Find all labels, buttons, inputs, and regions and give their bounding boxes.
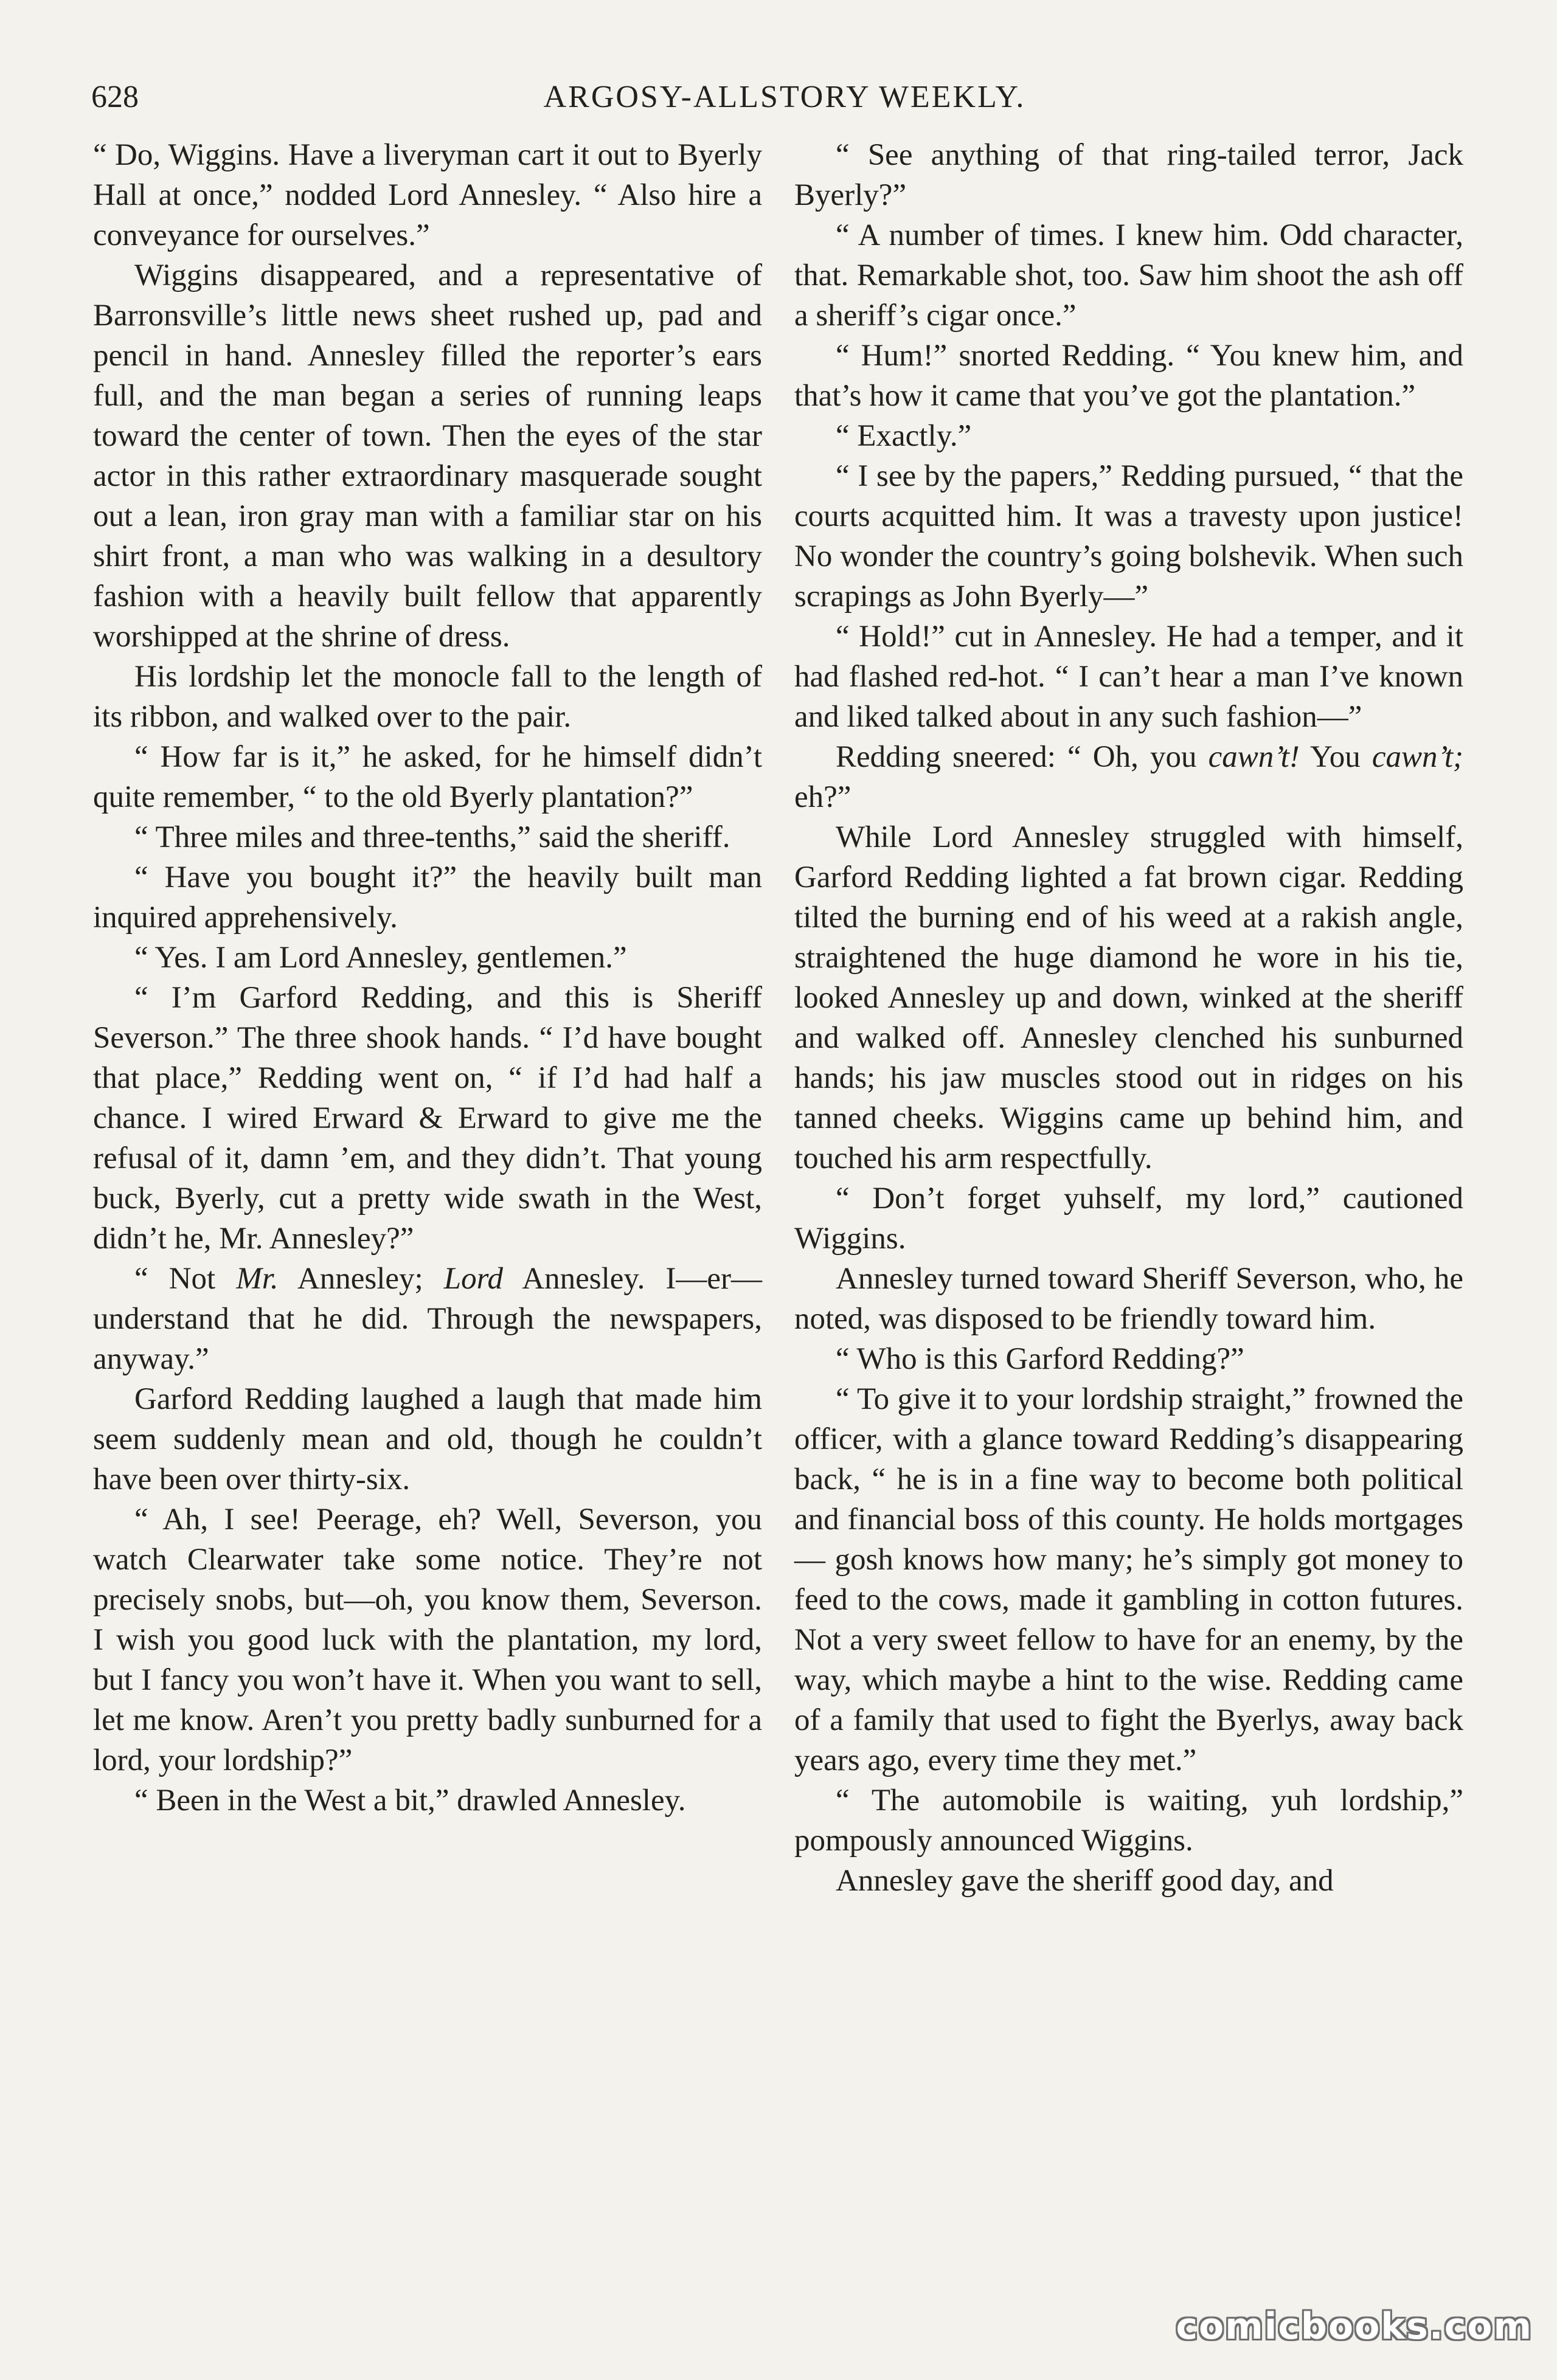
paragraph: “ I’m Garford Redding, and this is Sheriff Severson.” The three shook hands. “ I’d have bought that place,” Redding went on, “ if I’d had half a chance. I wired Erward & Erward to give me the refusal of it, damn ’em, and they didn’t. That young buck, Byerly, cut a pretty wide swath in the West, didn’t he, Mr. Annesley?” (93, 981, 762, 1256)
paragraph: While Lord Annesley struggled with himself, Garford Redding lighted a fat brown cigar. Redding tilted the burning end of his weed at a rakish angle, straightened the huge diamond he wore in his tie, looked Annesley up and down, winked at the sheriff and walked off. Annesley clenched his sunburned hands; his jaw muscles stood out in ridges on his tanned cheeks. Wiggins came up behind him, and touched his arm respectfully. (794, 820, 1463, 1175)
paragraph: Garford Redding laughed a laugh that made him seem suddenly mean and old, though he couldn’t have been over thirty-six. (93, 1382, 762, 1496)
paragraph: “ Hum!” snorted Redding. “ You knew him, and that’s how it came that you’ve got the plantation.” (794, 339, 1463, 413)
text-run: eh?” (794, 780, 851, 814)
paragraph: “ See anything of that ring-tailed terror, Jack Byerly?” (794, 138, 1463, 212)
italic-text: Lord (443, 1262, 504, 1296)
paragraph: “ Don’t forget yuhself, my lord,” cautioned Wiggins. (794, 1181, 1463, 1256)
paragraph: Annesley gave the sheriff good day, and (836, 1864, 1334, 1898)
paragraph (93, 1259, 762, 1379)
journal-title: ARGOSY-ALLSTORY WEEKLY. (543, 80, 1026, 114)
paragraph: “ I see by the papers,” Redding pursued, “ that the courts acquitted him. It was a travesty upon justice! No wonder the country’s going bolshevik. When such scrapings as John Byerly—” (794, 459, 1463, 614)
paragraph: “ Been in the West a bit,” drawled Annesley. (134, 1783, 686, 1818)
running-head (91, 70, 1478, 125)
italic-text: Mr. (236, 1262, 279, 1296)
right-text-column (794, 135, 1463, 1901)
page-number: 628 (91, 80, 139, 114)
left-text-column (93, 135, 762, 1821)
paragraph: “ To give it to your lordship straight,” frowned the officer, with a glance toward Redding’s disappearing back, “ he is in a fine way to become both political and financial boss of this county. He holds mortgages — gosh knows how many; he’s simply got money to feed to the cows, made it gambling in cotton futures. Not a very sweet fellow to have for an enemy, by the way, which maybe a hint to the wise. Redding came of a family that used to fight the Byerlys, away back years ago, every time they met.” (794, 1382, 1463, 1777)
text-run: Annesley. I—er—understand that he did. Through the newspapers, anyway.” (93, 1262, 762, 1376)
paragraph: Wiggins disappeared, and a representative of Barronsville’s little news sheet rushed up, pad and pencil in hand. Annesley filled the reporter’s ears full, and the man began a series of running leaps toward the center of town. Then the eyes of the star actor in this rather extraordinary masquerade sought out a lean, iron gray man with a familiar star on his shirt front, a man who was walking in a desultory fashion with a heavily built fellow that apparently worshipped at the shrine of dress. (93, 258, 762, 654)
paragraph: Annesley turned toward Sheriff Severson, who, he noted, was disposed to be friendly toward him. (794, 1262, 1463, 1336)
paragraph: “ Yes. I am Lord Annesley, gentlemen.” (134, 941, 627, 975)
paragraph: “ A number of times. I knew him. Odd character, that. Remarkable shot, too. Saw him shoot the ash off a sheriff’s cigar once.” (794, 218, 1463, 333)
paragraph: “ Do, Wiggins. Have a liveryman cart it out to Byerly Hall at once,” nodded Lord Annesley. “ Also hire a conveyance for ourselves.” (93, 138, 762, 252)
paragraph: “ Three miles and three-tenths,” said the sheriff. (134, 820, 730, 854)
text-run: “ Not (134, 1262, 237, 1296)
text-run: You (1299, 740, 1372, 774)
paragraph: “ How far is it,” he asked, for he himself didn’t quite remember, “ to the old Byerly plantation?” (93, 740, 762, 814)
paragraph: “ Ah, I see! Peerage, eh? Well, Severson, you watch Clearwater take some notice. They’re not precisely snobs, but—oh, you know them, Severson. I wish you good luck with the plantation, my lord, but I fancy you won’t have it. When you want to sell, let me know. Aren’t you pretty badly sunburned for a lord, your lordship?” (93, 1503, 762, 1777)
paragraph: “ Who is this Garford Redding?” (836, 1342, 1244, 1376)
text-run: Annesley; (278, 1262, 444, 1296)
text-run: Redding sneered: “ Oh, you (836, 740, 1208, 774)
watermark: comicbooks.com (1176, 2305, 1533, 2348)
paragraph: “ Exactly.” (836, 419, 972, 453)
paragraph (794, 737, 1463, 817)
paragraph: “ The automobile is waiting, yuh lordship,” pompously announced Wiggins. (794, 1783, 1463, 1858)
italic-text: cawn’t! (1208, 740, 1300, 774)
paragraph: His lordship let the monocle fall to the length of its ribbon, and walked over to the pair. (93, 660, 762, 734)
italic-text: cawn’t; (1371, 740, 1463, 774)
paragraph: “ Have you bought it?” the heavily built man inquired apprehensively. (93, 860, 762, 935)
paragraph: “ Hold!” cut in Annesley. He had a temper, and it had flashed red-hot. “ I can’t hear a man I’ve known and liked talked about in any such fashion—” (794, 620, 1463, 734)
